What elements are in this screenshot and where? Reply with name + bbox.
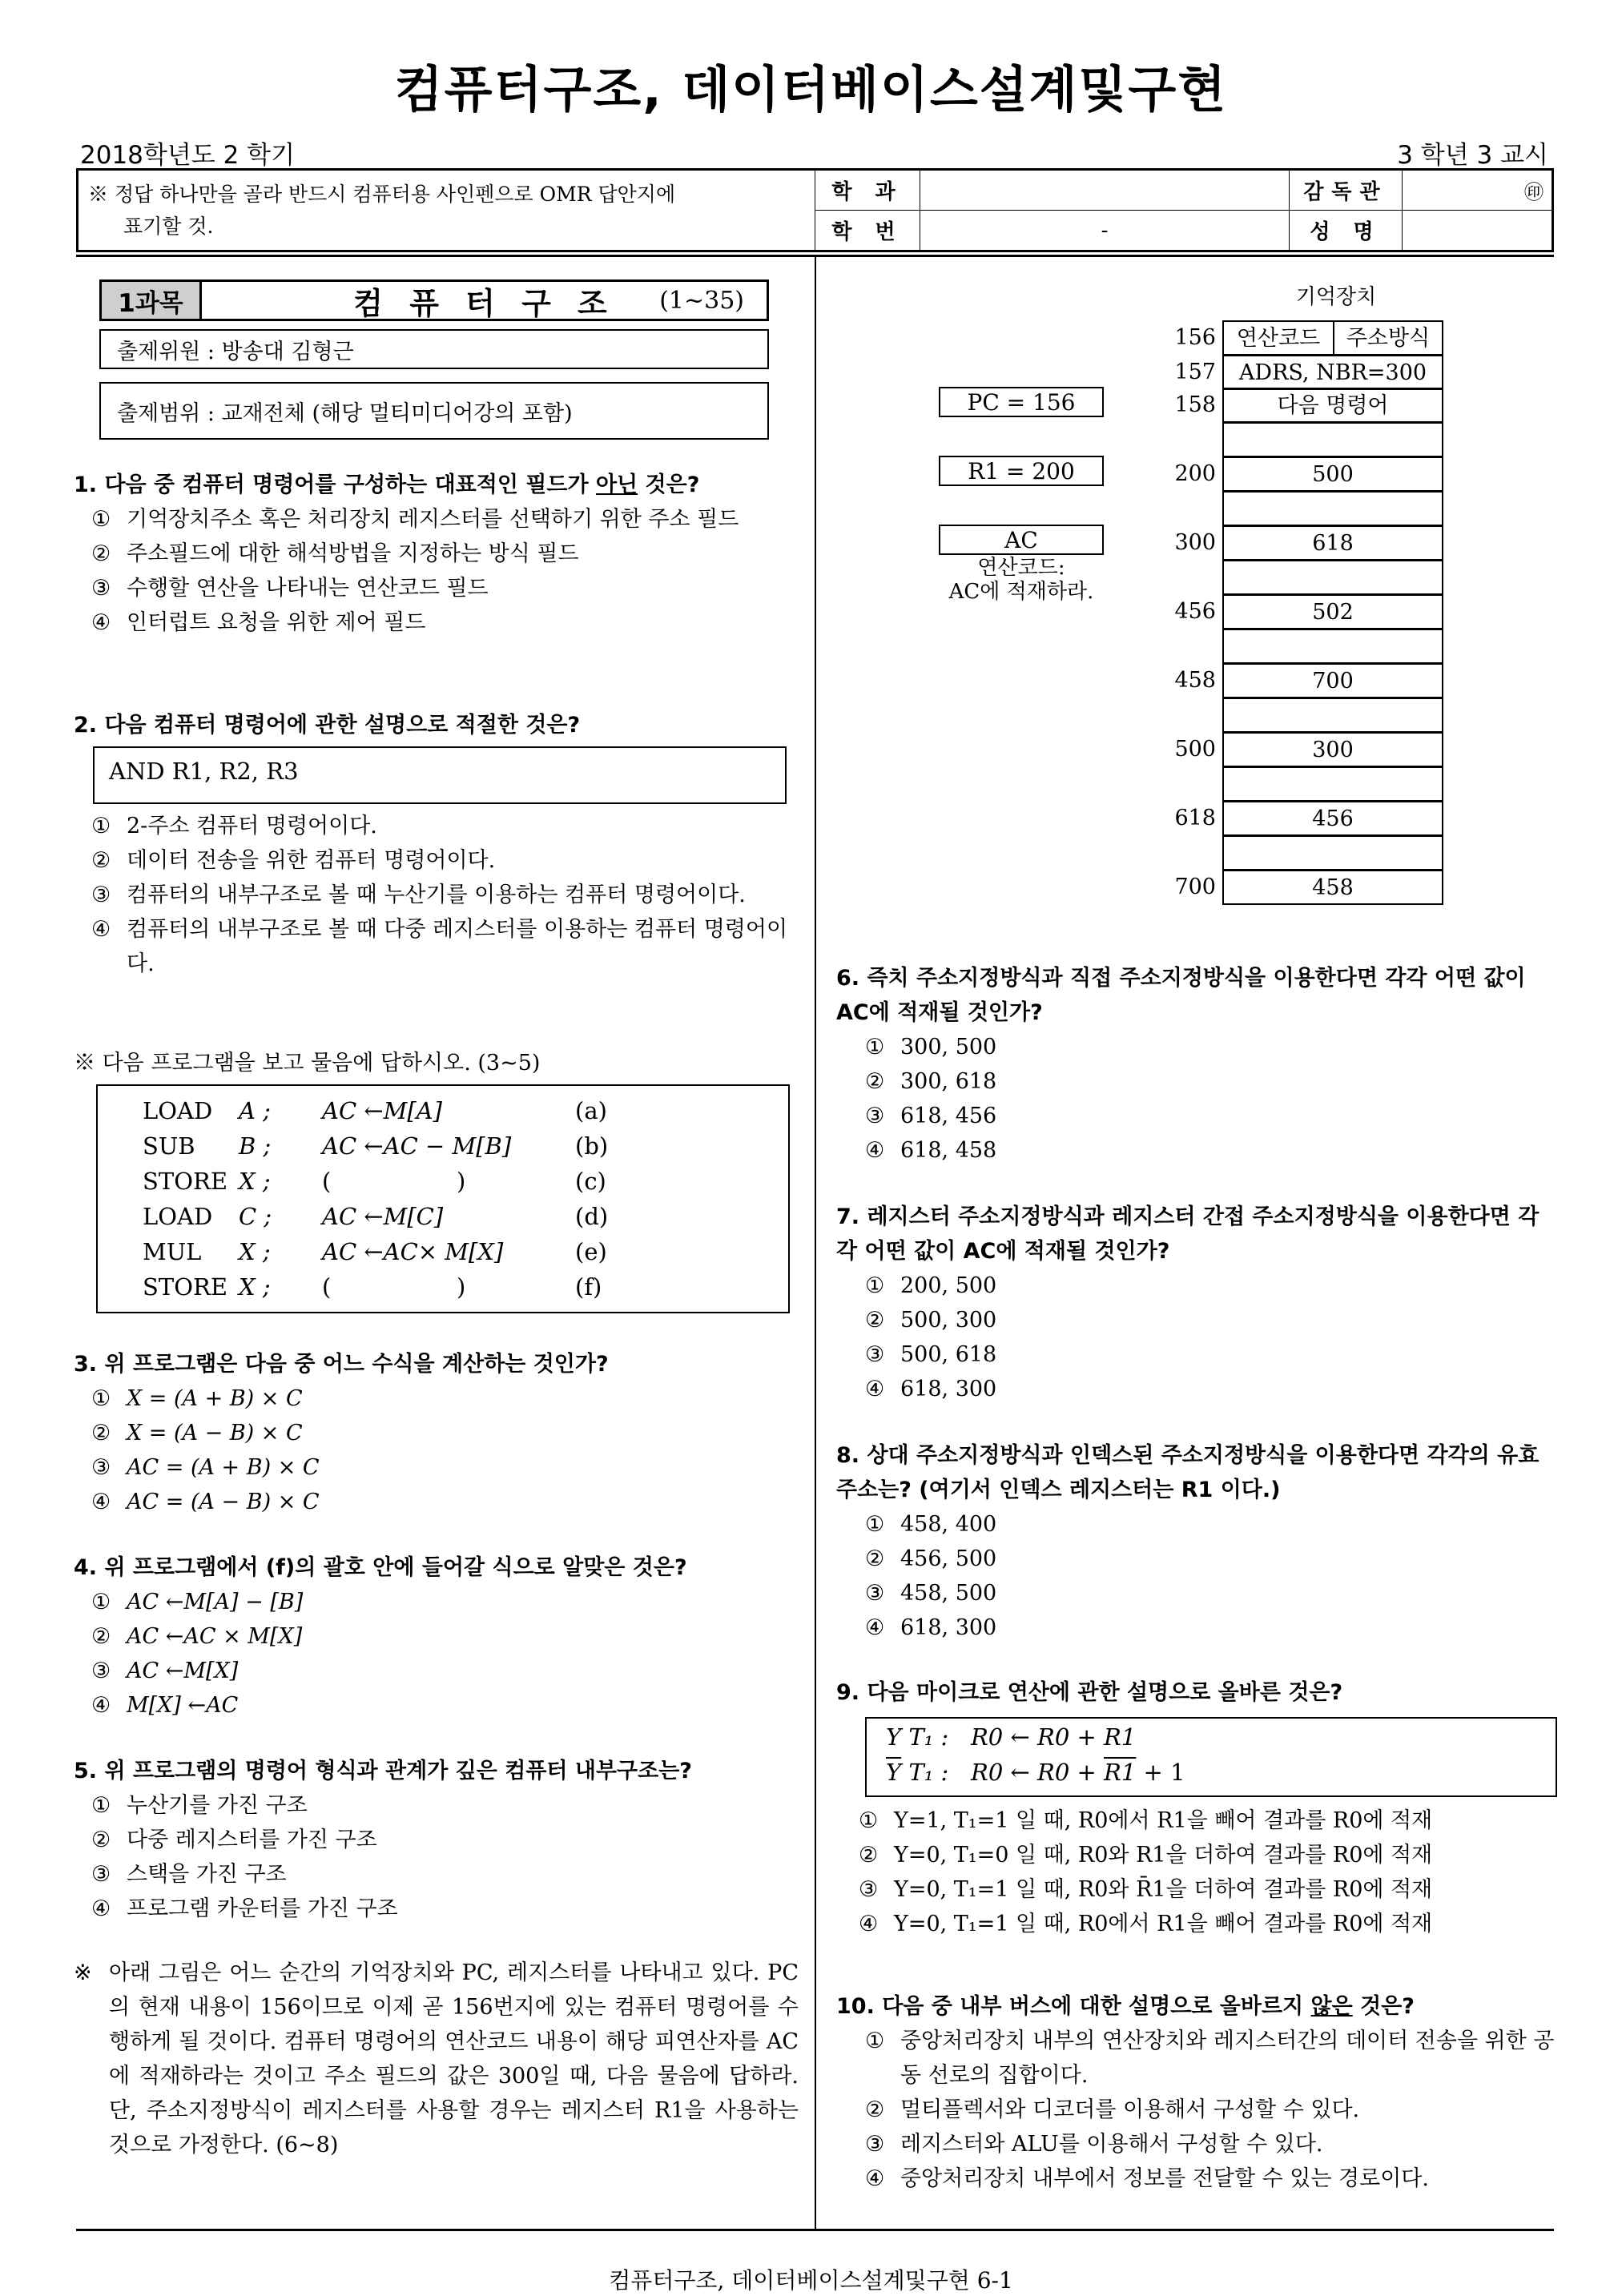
question-7: [836, 1200, 1557, 1406]
figure-intro-text: 아래 그림은 어느 순간의 기억장치와 PC, 레지스터를 나타내고 있다. PC의 현재 내용이 156이므로 이제 곧 156번지에 있는 컴퓨터 명령어를 수행하게 될 것이다. 컴퓨터 명령어의 연산코드 내용이 해당 피연산자를 AC에 적재하라는 것이고 주소 필드의 값은 300일 때, 다음 물음에 답하라. 단, 주소지정방식이 레지스터를 사용할 경우는 레지스터 R1을 사용하는 것으로 가정한다. (6~8): [109, 1960, 799, 2157]
question-stem: 7. 레지스터 주소지정방식과 레지스터 간접 주소지정방식을 이용한다면 각각 어떤 값이 AC에 적재될 것인가?: [836, 1204, 1539, 1264]
option[interactable]: ④ 618, 458: [865, 1138, 997, 1163]
seal-mark: ㊞: [1524, 181, 1544, 203]
memory-cell: 500: [1222, 456, 1443, 492]
question-2-options: [91, 809, 799, 981]
option[interactable]: ② 멀티플렉서와 디코더를 이용해서 구성할 수 있다.: [865, 2097, 1360, 2122]
omr-notice: [78, 170, 815, 251]
option[interactable]: ② 456, 500: [865, 1546, 997, 1571]
option[interactable]: ① 기억장치주소 혹은 처리장치 레지스터를 선택하기 위한 주소 필드: [91, 507, 739, 532]
option[interactable]: ③ AC = (A + B) × C: [91, 1455, 320, 1480]
grade-period: 3 학년 3 교시: [1397, 141, 1548, 170]
memory-cell: [1222, 835, 1443, 871]
question-8: [836, 1438, 1557, 1645]
program-intro: ※ 다음 프로그램을 보고 물음에 답하시오. (3~5): [74, 1051, 541, 1076]
column-divider: [815, 255, 816, 2229]
options: [74, 502, 799, 640]
subject-box: [99, 279, 769, 441]
subject-author: 출제위원 : 방송대 김형근: [99, 329, 769, 369]
memory-address: 458: [1174, 668, 1216, 693]
option[interactable]: ② AC ←AC × M[X]: [91, 1624, 303, 1649]
supervisor-label: 감독관: [1290, 170, 1403, 211]
micro-op-2: $\overline{Y}$ T₁ : R0 ← R0 + R1 + 1: [886, 1759, 1185, 1786]
question-stem: 8. 상대 주소지정방식과 인덱스된 주소지정방식을 이용한다면 각각의 유효주소는? (여기서 인덱스 레지스터는 R1 이다.): [836, 1443, 1539, 1502]
student-no-label: 학 번: [815, 211, 920, 251]
option[interactable]: ④ AC = (A − B) × C: [91, 1490, 320, 1514]
ac-note: 연산코드: AC에 적재하라.: [948, 556, 1094, 604]
options: [836, 1507, 1557, 1645]
memory-cell: [1222, 560, 1443, 595]
option[interactable]: ① 중앙처리장치 내부의 연산장치와 레지스터간의 데이터 전송을 위한 공동 선로의 집합이다.: [865, 2029, 1555, 2088]
option[interactable]: ④ 프로그램 카운터를 가진 구조: [91, 1896, 398, 1921]
notice-line-2: 표기할 것.: [123, 214, 214, 238]
subject-name: [202, 282, 767, 319]
subject-name-text: 컴 퓨 터 구 조: [353, 285, 615, 321]
question-1: [74, 468, 799, 640]
option[interactable]: ④ 컴퓨터의 내부구조로 볼 때 다중 레지스터를 이용하는 컴퓨터 명령어이다.: [91, 917, 788, 976]
name-label: 성 명: [1290, 211, 1403, 251]
memory-title: 기억장치: [1295, 285, 1377, 309]
option[interactable]: ④ 중앙처리장치 내부에서 정보를 전달할 수 있는 경로이다.: [865, 2166, 1429, 2191]
dept-label: 학 과: [815, 170, 920, 211]
memory-cell: [1222, 766, 1443, 802]
options: [74, 1788, 799, 1926]
subject-range: (1~35): [659, 286, 744, 315]
option[interactable]: ② X = (A − B) × C: [91, 1421, 303, 1446]
exam-header-table: [76, 168, 1554, 252]
memory-cell: [1222, 698, 1443, 733]
options: [74, 1381, 799, 1519]
question-5: [74, 1754, 799, 1926]
notice-line-1: ※ 정답 하나만을 골라 반드시 컴퓨터용 사인펜으로 OMR 답안지에: [88, 182, 676, 206]
question-stem: 6. 즉치 주소지정방식과 직접 주소지정방식을 이용한다면 각각 어떤 값이 AC에 적재될 것인가?: [836, 966, 1526, 1025]
option[interactable]: ③ 수행할 연산을 나타내는 연산코드 필드: [91, 576, 489, 601]
note-mark: ※: [74, 1960, 92, 1985]
memory-cell: ADRS, NBR=300: [1222, 355, 1443, 390]
option[interactable]: ① AC ←M[A] − [B]: [91, 1590, 304, 1614]
memory-cell: [1222, 491, 1443, 526]
option[interactable]: ① 2-주소 컴퓨터 명령어이다.: [91, 814, 377, 838]
page-footer: 컴퓨터구조, 데이터베이스설계및구현 6-1: [609, 2267, 1013, 2294]
memory-cell-opcode: 연산코드: [1222, 320, 1334, 356]
question-4: [74, 1550, 799, 1723]
micro-op-box: [865, 1717, 1557, 1797]
options: [836, 1269, 1557, 1406]
question-stem: 2. 다음 컴퓨터 명령어에 관한 설명으로 적절한 것은?: [74, 713, 581, 738]
memory-address: 200: [1174, 461, 1216, 486]
subject-tag: 1과목: [102, 282, 202, 319]
question-9: [836, 1675, 1557, 1710]
memory-cell: 502: [1222, 594, 1443, 629]
memory-cell: 618: [1222, 525, 1443, 561]
option[interactable]: ③ 스택을 가진 구조: [91, 1862, 287, 1887]
program-box: LOAD A ; AC ←M[A] (a) SUB B ; AC ←AC − M[B] (b) STORE X ; ( ) (c) LOAD C ; AC ←M[C] (d) MUL X ; AC ←AC× M[X] (e) STORE X ; ( ) (f): [96, 1084, 790, 1313]
instruction-code: AND R1, R2, R3: [109, 758, 299, 785]
options: [74, 1585, 799, 1723]
question-stem: 10. 다음 중 내부 버스에 대한 설명으로 올바르지 않은 것은?: [836, 1994, 1415, 2019]
page-title: 컴퓨터구조, 데이터베이스설계및구현: [394, 60, 1228, 119]
memory-address: 157: [1174, 360, 1216, 384]
option[interactable]: ③ 레지스터와 ALU를 이용해서 구성할 수 있다.: [865, 2132, 1323, 2157]
memory-address: 618: [1174, 806, 1216, 830]
year-term: 2018학년도 2 학기: [80, 141, 296, 170]
option[interactable]: ② Y=0, T₁=0 일 때, R0와 R1을 더하여 결과를 R0에 적재: [859, 1843, 1433, 1868]
memory-address: 700: [1174, 875, 1216, 899]
supervisor-field[interactable]: [1403, 170, 1553, 211]
memory-address: 456: [1174, 599, 1216, 624]
name-field[interactable]: [1403, 211, 1553, 251]
question-stem: 5. 위 프로그램의 명령어 형식과 관계가 깊은 컴퓨터 내부구조는?: [74, 1759, 692, 1783]
question-stem: 1. 다음 중 컴퓨터 명령어를 구성하는 대표적인 필드가 아닌 것은?: [74, 472, 700, 497]
micro-op-1: Y T₁ : R0 ← R0 + R1: [886, 1723, 1137, 1751]
option[interactable]: ④ 인터럽트 요청을 위한 제어 필드: [91, 610, 426, 635]
memory-cell: 다음 명령어: [1222, 388, 1443, 423]
options: [836, 1030, 1557, 1168]
instruction-box: [93, 746, 787, 804]
memory-cell: 458: [1222, 870, 1443, 905]
option[interactable]: ② 주소필드에 대한 해석방법을 지정하는 방식 필드: [91, 541, 579, 566]
option[interactable]: ② 500, 300: [865, 1308, 997, 1333]
ac-register: AC: [939, 525, 1104, 555]
figure-intro: [74, 1956, 799, 2162]
option[interactable]: ② 데이터 전송을 위한 컴퓨터 명령어이다.: [91, 848, 496, 873]
question-stem: 3. 위 프로그램은 다음 중 어느 수식을 계산하는 것인가?: [74, 1352, 609, 1377]
option[interactable]: ① 458, 400: [865, 1512, 997, 1537]
option[interactable]: ④ 618, 300: [865, 1615, 997, 1640]
question-2: [74, 708, 799, 742]
option[interactable]: ③ 컴퓨터의 내부구조로 볼 때 누산기를 이용하는 컴퓨터 명령어이다.: [91, 883, 746, 907]
memory-address: 300: [1174, 530, 1216, 555]
option[interactable]: ① 300, 500: [865, 1035, 997, 1060]
option[interactable]: ④ Y=0, T₁=1 일 때, R0에서 R1을 빼어 결과를 R0에 적재: [859, 1912, 1433, 1936]
student-no-dash: -: [1101, 218, 1109, 243]
question-9-options: [859, 1803, 1557, 1941]
memory-address: 156: [1174, 325, 1216, 350]
footer-divider: [76, 2229, 1554, 2231]
option[interactable]: ③ AC ←M[X]: [91, 1659, 239, 1683]
pc-register: PC = 156: [939, 387, 1104, 417]
memory-cell: [1222, 422, 1443, 457]
option[interactable]: ③ 618, 456: [865, 1104, 997, 1128]
option[interactable]: ② 300, 618: [865, 1069, 997, 1094]
memory-address: 500: [1174, 737, 1216, 762]
subject-scope: 출제범위 : 교재전체 (해당 멀티미디어강의 포함): [99, 382, 769, 440]
option[interactable]: ① 누산기를 가진 구조: [91, 1793, 308, 1818]
option[interactable]: ③ Y=0, T₁=1 일 때, R0와 R̄1을 더하여 결과를 R0에 적재: [859, 1877, 1433, 1902]
student-no-field[interactable]: [920, 211, 1290, 251]
question-6: [836, 961, 1557, 1168]
dept-field[interactable]: [920, 170, 1290, 211]
memory-cell-mode: 주소방식: [1333, 320, 1443, 356]
r1-register: R1 = 200: [939, 456, 1104, 486]
option[interactable]: ① 200, 500: [865, 1273, 997, 1298]
option[interactable]: ④ 618, 300: [865, 1377, 997, 1401]
question-stem: 9. 다음 마이크로 연산에 관한 설명으로 올바른 것은?: [836, 1680, 1343, 1705]
question-10: [836, 1989, 1557, 2196]
option[interactable]: ③ 458, 500: [865, 1581, 997, 1606]
option[interactable]: ③ 500, 618: [865, 1342, 997, 1367]
memory-cell: [1222, 629, 1443, 664]
question-stem: 4. 위 프로그램에서 (f)의 괄호 안에 들어갈 식으로 알맞은 것은?: [74, 1555, 687, 1580]
option[interactable]: ① Y=1, T₁=1 일 때, R0에서 R1을 빼어 결과를 R0에 적재: [859, 1808, 1433, 1833]
memory-address: 158: [1174, 392, 1216, 417]
option[interactable]: ① X = (A + B) × C: [91, 1386, 303, 1411]
memory-cell: 456: [1222, 801, 1443, 836]
options: [836, 2024, 1557, 2196]
memory-cell: 700: [1222, 663, 1443, 698]
question-3: [74, 1347, 799, 1519]
option[interactable]: ④ M[X] ←AC: [91, 1693, 239, 1718]
memory-cell: 300: [1222, 732, 1443, 767]
option[interactable]: ② 다중 레지스터를 가진 구조: [91, 1828, 377, 1852]
